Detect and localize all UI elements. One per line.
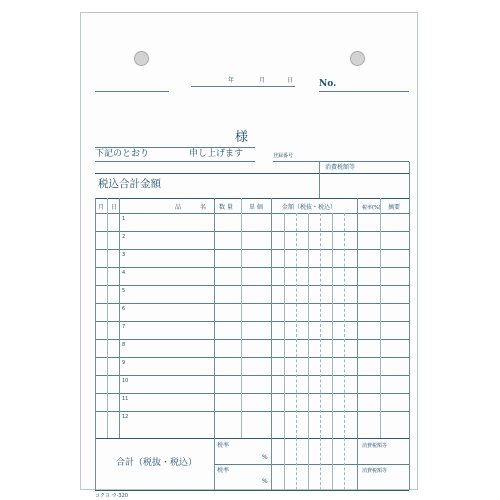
footer-digit-divider bbox=[308, 438, 309, 490]
column-remarks-label: 摘要 bbox=[388, 204, 401, 211]
registration-underline bbox=[273, 161, 409, 162]
recipient-underline bbox=[95, 147, 255, 148]
footer-divider-rate bbox=[271, 438, 272, 490]
column-divider-day bbox=[119, 198, 120, 438]
column-quantity-label: 数 量 bbox=[219, 204, 233, 211]
row-line bbox=[95, 393, 409, 394]
row-line bbox=[95, 231, 409, 232]
row-number: 2 bbox=[122, 234, 126, 240]
row-number: 11 bbox=[122, 396, 129, 402]
footer-digit-divider bbox=[284, 438, 285, 490]
column-item-label-2: 名 bbox=[200, 204, 207, 211]
footer-digit-divider bbox=[332, 438, 333, 490]
month-label: 月 bbox=[259, 77, 266, 84]
row-line bbox=[95, 249, 409, 250]
footer-digit-divider bbox=[296, 438, 297, 490]
row-number: 12 bbox=[122, 414, 129, 420]
footer-middle-line bbox=[214, 464, 409, 465]
summary-consumption-tax-label: 消費税額等 bbox=[325, 164, 356, 171]
amount-digit-divider bbox=[344, 213, 345, 438]
column-unit-price-label: 単 価 bbox=[249, 204, 263, 211]
row-number: 4 bbox=[122, 270, 126, 276]
table-right-border bbox=[409, 162, 410, 490]
amount-digit-divider bbox=[320, 213, 321, 438]
year-label: 年 bbox=[228, 77, 235, 84]
row-line bbox=[95, 339, 409, 340]
column-day-label: 日 bbox=[111, 204, 118, 211]
summary-top-border bbox=[95, 173, 409, 174]
table-left-border bbox=[95, 198, 96, 490]
header-bottom-line bbox=[95, 213, 409, 214]
column-divider-item bbox=[214, 198, 215, 438]
column-tax-rate-label: 税率(%) bbox=[362, 205, 381, 211]
amount-digit-divider bbox=[296, 213, 297, 438]
row-line bbox=[95, 357, 409, 358]
amount-digit-divider bbox=[284, 213, 285, 438]
row-line bbox=[95, 267, 409, 268]
row-number: 1 bbox=[122, 216, 126, 222]
consumption-tax-label-2: 消費税額等 bbox=[362, 468, 388, 474]
column-divider-amount bbox=[357, 198, 358, 490]
invoice-sheet bbox=[80, 12, 418, 499]
column-item-label-1: 品 bbox=[175, 204, 182, 211]
number-underline bbox=[319, 91, 409, 92]
summary-bottom-border bbox=[95, 198, 409, 199]
column-amount-label: 金額（税抜・税込） bbox=[282, 204, 337, 211]
consumption-tax-label-1: 消費税額等 bbox=[362, 443, 388, 449]
intro-text-right: 申し上げます bbox=[189, 149, 244, 159]
row-line bbox=[95, 375, 409, 376]
footer-digit-divider bbox=[320, 438, 321, 490]
row-number: 10 bbox=[122, 378, 129, 384]
total-label: 合計（税抜・税込） bbox=[116, 458, 198, 468]
row-line bbox=[95, 411, 409, 412]
product-code: コクヨ ウ-320 bbox=[95, 493, 128, 499]
row-number: 5 bbox=[122, 288, 126, 294]
column-divider-tax-rate bbox=[380, 198, 381, 438]
percent-label-2: % bbox=[262, 478, 268, 485]
binding-hole-left bbox=[134, 51, 149, 66]
column-month-label: 月 bbox=[98, 204, 105, 211]
column-divider-unit-price bbox=[271, 198, 272, 438]
row-number: 9 bbox=[122, 360, 126, 366]
footer-bottom-border bbox=[95, 490, 409, 491]
row-number: 7 bbox=[122, 324, 126, 330]
binding-hole-right bbox=[350, 51, 365, 66]
honorific-sama: 様 bbox=[235, 130, 249, 145]
table-bottom-border bbox=[95, 438, 409, 439]
registration-number-label: 登録番号 bbox=[273, 153, 294, 159]
percent-label-1: % bbox=[262, 454, 268, 461]
row-line bbox=[95, 321, 409, 322]
row-line bbox=[95, 303, 409, 304]
tax-rate-label-1: 税率 bbox=[217, 442, 230, 449]
amount-digit-divider bbox=[332, 213, 333, 438]
tax-rate-label-2: 税率 bbox=[217, 467, 230, 474]
number-label: No. bbox=[319, 79, 337, 89]
footer-digit-divider bbox=[344, 438, 345, 490]
day-label: 日 bbox=[287, 77, 294, 84]
tax-included-total-label: 税込合計金額 bbox=[98, 178, 161, 190]
intro-text-left: 下記のとおり bbox=[95, 149, 150, 159]
row-line bbox=[95, 285, 409, 286]
intro-underline bbox=[95, 161, 255, 162]
row-number: 8 bbox=[122, 342, 126, 348]
summary-divider bbox=[319, 162, 320, 198]
amount-digit-divider bbox=[308, 213, 309, 438]
date-underline bbox=[191, 86, 295, 87]
row-number: 6 bbox=[122, 306, 126, 312]
column-divider-quantity bbox=[241, 198, 242, 438]
recipient-top-line bbox=[95, 91, 169, 92]
row-number: 3 bbox=[122, 252, 126, 258]
column-divider-month bbox=[107, 198, 108, 438]
